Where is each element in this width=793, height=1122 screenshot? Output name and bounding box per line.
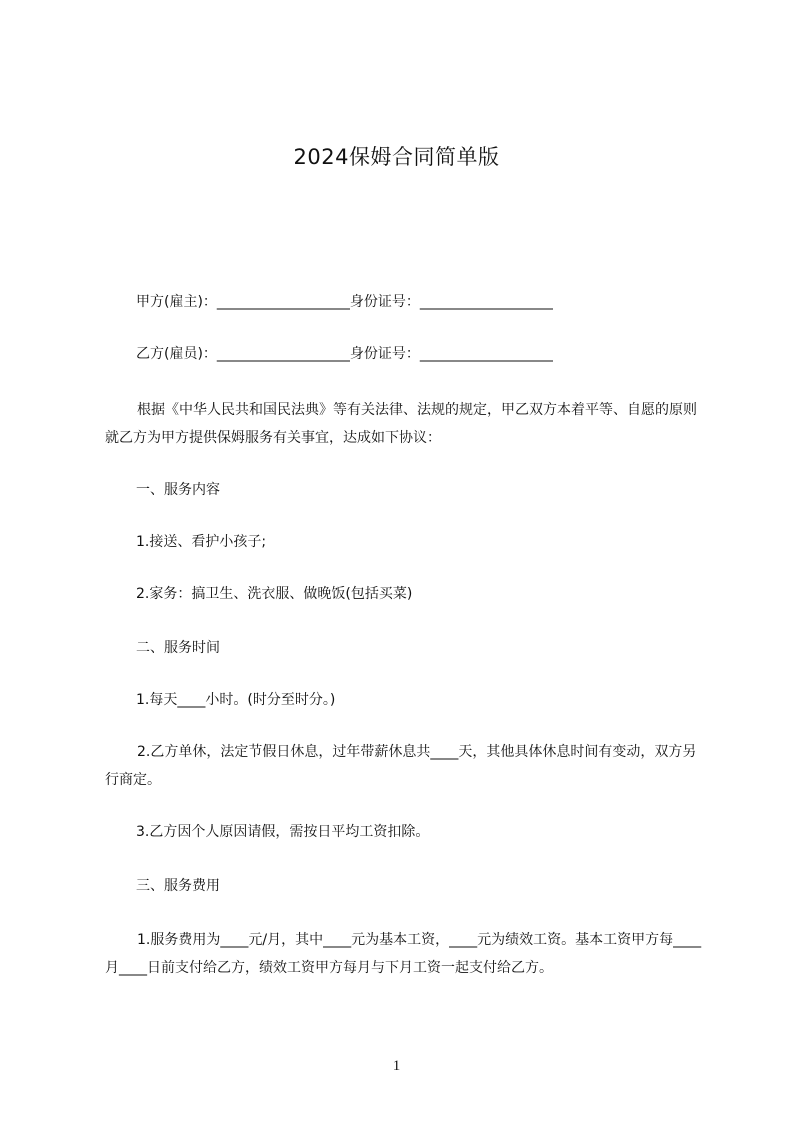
list-item: 1.接送、看护小孩子; [136, 534, 267, 550]
section-heading-service-content: 一、服务内容 [136, 482, 220, 498]
page-number: 1 [392, 1058, 401, 1074]
party-b-line: 乙方(雇员)：___________________身份证号：___________________ [136, 346, 553, 362]
list-item: 2.乙方单休，法定节假日休息，过年带薪休息共____天，其他具体休息时间有变动，双方另行商定。 [105, 744, 697, 788]
list-item: 1.服务费用为____元/月，其中____元为基本工资，____元为绩效工资。基本工资甲方每____月____日前支付给乙方，绩效工资甲方每月与下月工资一起支付给乙方。 [105, 932, 702, 976]
list-item: 2.家务：搞卫生、洗衣服、做晚饭(包括买菜) [136, 586, 413, 602]
preamble-paragraph: 根据《中华人民共和国民法典》等有关法律、法规的规定，甲乙双方本着平等、自愿的原则就乙方为甲方提供保姆服务有关事宜，达成如下协议： [105, 402, 697, 446]
section-heading-service-fee: 三、服务费用 [136, 878, 220, 894]
list-item: 1.每天____小时。(时分至时分。) [136, 692, 336, 708]
document-title: 2024保姆合同简单版 [293, 145, 500, 169]
section-heading-service-time: 二、服务时间 [136, 640, 220, 656]
party-a-line: 甲方(雇主)：___________________身份证号：___________________ [136, 294, 553, 310]
list-item: 3.乙方因个人原因请假，需按日平均工资扣除。 [136, 824, 430, 840]
